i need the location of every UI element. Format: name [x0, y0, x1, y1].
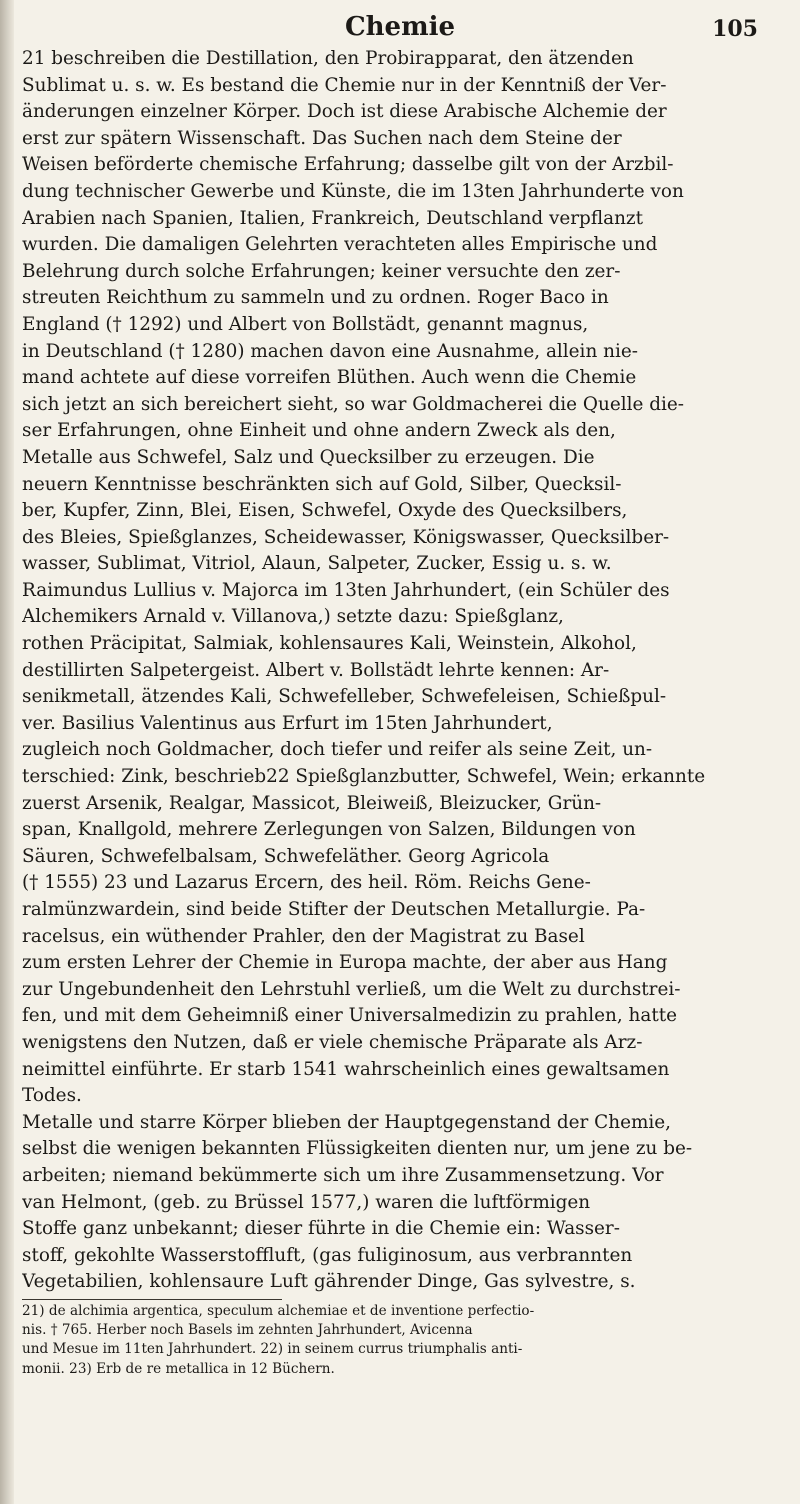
text-line: terschied: Zink, beschrieb22 Spießglanzbutter, Schwefel, Wein; erkannte [22, 766, 706, 788]
text-line: Todes. [22, 1085, 82, 1107]
text-line: ver. Basilius Valentinus aus Erfurt im 15ten Jahrhundert, [22, 712, 553, 734]
text-line: ser Erfahrungen, ohne Einheit und ohne andern Zweck als den, [22, 420, 616, 442]
text-line: wenigstens den Nutzen, daß er viele chemische Präparate als Arz- [22, 1031, 643, 1053]
text-line: Vegetabilien, kohlensaure Luft gährender Dinge, Gas sylvestre, s. [22, 1271, 636, 1293]
text-line: († 1555) 23 und Lazarus Ercern, des heil. Röm. Reichs Gene- [22, 872, 591, 894]
text-line: van Helmont, (geb. zu Brüssel 1577,) waren die luftförmigen [22, 1191, 591, 1213]
text-line: sich jetzt an sich bereichert sieht, so war Goldmacherei die Quelle die- [22, 393, 684, 415]
text-line: zugleich noch Goldmacher, doch tiefer und reifer als seine Zeit, un- [22, 739, 653, 761]
text-line: wasser, Sublimat, Vitriol, Alaun, Salpeter, Zucker, Essig u. s. w. [22, 553, 612, 575]
text-line: neuern Kenntnisse beschränkten sich auf Gold, Silber, Quecksil- [22, 473, 622, 495]
text-line: span, Knallgold, mehrere Zerlegungen von Salzen, Bildungen von [22, 819, 636, 841]
text-line: selbst die wenigen bekannten Flüssigkeiten dienten nur, um jene zu be- [22, 1138, 693, 1160]
text-line: in Deutschland († 1280) machen davon eine Ausnahme, allein nie- [22, 340, 638, 362]
text-line: Säuren, Schwefelbalsam, Schwefeläther. Georg Agricola [22, 845, 550, 867]
text-line: ber, Kupfer, Zinn, Blei, Eisen, Schwefel, Oxyde des Quecksilbers, [22, 500, 628, 522]
text-line: neimittel einführte. Er starb 1541 wahrscheinlich eines gewaltsamen [22, 1058, 670, 1080]
page-number: 105 [712, 16, 758, 42]
text-line: England († 1292) und Albert von Bollstädt, genannt magnus, [22, 313, 589, 335]
footnote-line: 21) de alchimia argentica, speculum alchemiae et de inventione perfectio- [22, 1302, 535, 1319]
body-text [22, 46, 778, 1296]
page-header [22, 10, 778, 44]
text-line: senikmetall, ätzendes Kali, Schwefelleber, Schwefeleisen, Schießpul- [22, 686, 667, 708]
text-line: Raimundus Lullius v. Majorca im 13ten Jahrhundert, (ein Schüler des [22, 579, 670, 601]
text-line: änderungen einzelner Körper. Doch ist diese Arabische Alchemie der [22, 101, 667, 123]
footnote-line: und Mesue im 11ten Jahrhundert. 22) in seinem currus triumphalis anti- [22, 1341, 523, 1358]
text-line: mand achtete auf diese vorreifen Blüthen. Auch wenn die Chemie [22, 367, 637, 389]
footnote-line: monii. 23) Erb de re metallica in 12 Büchern. [22, 1360, 335, 1377]
text-line: zum ersten Lehrer der Chemie in Europa machte, der aber aus Hang [22, 952, 668, 974]
text-line: des Bleies, Spießglanzes, Scheidewasser, Königswasser, Quecksilber- [22, 526, 670, 548]
text-line: rothen Präcipitat, Salmiak, kohlensaures Kali, Weinstein, Alkohol, [22, 633, 637, 655]
text-line: Stoffe ganz unbekannt; dieser führte in die Chemie ein: Wasser- [22, 1218, 620, 1240]
text-line: ralmünzwardein, sind beide Stifter der Deutschen Metallurgie. Pa- [22, 899, 646, 920]
page-gutter-shadow [0, 0, 14, 1504]
text-line: 21 beschreiben die Destillation, den Probirapparat, den ätzenden [22, 48, 634, 69]
running-head: Chemie [344, 12, 456, 42]
text-line: destillirten Salpetergeist. Albert v. Bollstädt lehrte kennen: Ar- [22, 659, 610, 681]
text-line: racelsus, ein wüthender Prahler, den der Magistrat zu Basel [22, 925, 585, 947]
text-line: Arabien nach Spanien, Italien, Frankreich, Deutschland verpflanzt [22, 207, 643, 229]
text-line: Metalle und starre Körper blieben der Hauptgegenstand der Chemie, [22, 1111, 671, 1133]
text-line: streuten Reichthum zu sammeln und zu ordnen. Roger Baco in [22, 287, 609, 309]
text-line: Belehrung durch solche Erfahrungen; keiner versuchte den zer- [22, 260, 621, 282]
footnotes [22, 1302, 778, 1379]
text-line: Alchemikers Arnald v. Villanova,) setzte dazu: Spießglanz, [22, 606, 564, 628]
text-line: zuerst Arsenik, Realgar, Massicot, Bleiweiß, Bleizucker, Grün- [22, 792, 602, 814]
text-line: erst zur spätern Wissenschaft. Das Suchen nach dem Steine der [22, 127, 622, 149]
text-line: Metalle aus Schwefel, Salz und Quecksilber zu erzeugen. Die [22, 446, 595, 468]
text-line: stoff, gekohlte Wasserstoffluft, (gas fuliginosum, aus verbrannten [22, 1244, 633, 1266]
text-line: Weisen beförderte chemische Erfahrung; dasselbe gilt von der Arzbil- [22, 154, 674, 176]
text-line: arbeiten; niemand bekümmerte sich um ihre Zusammensetzung. Vor [22, 1164, 664, 1186]
text-line: dung technischer Gewerbe und Künste, die im 13ten Jahrhunderte von [22, 180, 684, 202]
text-line: Sublimat u. s. w. Es bestand die Chemie nur in der Kenntniß der Ver- [22, 74, 667, 96]
text-line: zur Ungebundenheit den Lehrstuhl verließ, um die Welt zu durchstrei- [22, 978, 681, 1000]
footnote-divider [22, 1299, 282, 1300]
text-line: wurden. Die damaligen Gelehrten verachteten alles Empirische und [22, 234, 658, 256]
footnote-line: nis. † 765. Herber noch Basels im zehnten Jahrhundert, Avicenna [22, 1322, 473, 1339]
text-line: fen, und mit dem Geheimniß einer Universalmedizin zu prahlen, hatte [22, 1005, 677, 1027]
